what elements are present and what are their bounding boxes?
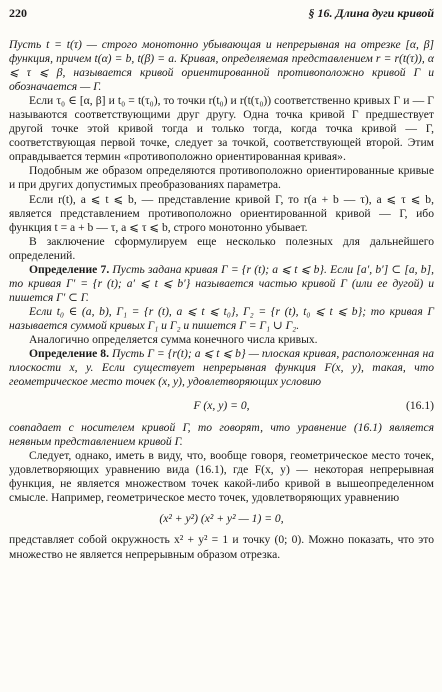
definition-8-text: Пусть Γ = {r(t); a ⩽ t ⩽ b} — плоская кривая, расположенная на плоскости x, y. Если существует непрерывная функция F(x, y), такая, что геометрическое место точек (x, y), удовлетворяющих условию [9,347,435,389]
equation-16-1 [9,395,434,417]
page-body [9,38,434,562]
equation-16-1-number: (16.1) [405,399,434,413]
running-header [9,6,434,23]
paragraph-reverse-curve-definition: Пусть t = t(τ) — строго монотонно убывающая и непрерывная на отрезке [α, β] функция, причем t(α) = b, t(β) = a. Кривая, определяемая представлением r = r(t(τ)), α ⩽ τ ⩽ β, называется кривой ориентированной противоположно кривой Γ и обозначается — Γ. [9,38,434,94]
paragraph-implicit-representation: совпадает с носителем кривой Γ, то говорят, что уравнение (16.1) является неявным представлением кривой Γ. [9,421,434,449]
paragraph-conclusion-intro: В заключение сформулируем еще несколько полезных для дальнейшего определений. [9,234,434,262]
paragraph-circle-and-point: представляет собой окружность x² + y² = 1 и точку (0; 0). Можно показать, что это множество не является непрерывным образом отрезка. [9,533,434,561]
paragraph-finite-sum: Аналогично определяется сумма конечного числа кривых. [29,332,318,346]
section-title: § 16. Длина дуги кривой [308,6,434,20]
equation-16-1-formula: F (x, y) = 0, [193,399,250,413]
equation-circle-point: (x² + y²) (x² + y² — 1) = 0, [159,512,284,526]
paragraph-other-transformations: Подобным же образом определяются противоположно ориентированные кривые и при других допустимых преобразованиях параметра. [9,164,434,192]
definition-7 [9,263,434,305]
paragraph-sum-of-curves: Если t₀ ∈ (a, b), Γ₁ = {r (t), a ⩽ t ⩽ t₀}, Γ₂ = {r (t), t₀ ⩽ t ⩽ b}; то кривая Γ называется суммой кривых Γ₁ и Γ₂ и пишется Γ = Γ₁ ∪ Γ₂. [9,304,434,332]
definition-8-heading: Определение 8. [29,347,110,361]
paragraph-reverse-representation: Если r(t), a ⩽ t ⩽ b, — представление кривой Γ, то r(a + b — τ), a ⩽ τ ⩽ b, является представлением противоположно ориентированной кривой — Γ, ибо функция t = a + b — τ, a ⩽ τ ⩽ b, строго монотонно убывает. [9,192,434,234]
definition-7-heading: Определение 7. [29,262,110,276]
paragraph-corresponding-points: Если τ₀ ∈ [α, β] и t₀ = t(τ₀), то точки r(t₀) и r(t(τ₀)) соответственно кривых Γ и — Γ называются соответствующими друг другу. Одна точка кривой Γ предшествует другой точке этой кривой тогда и только тогда, когда точка кривой — Γ, соответствующая первой точке, следует за точкой, соответствующей второй. Этим оправдывается термин «противоположно ориентированная кривая». [9,94,434,164]
definition-8 [9,347,434,389]
page-number: 220 [9,6,27,20]
definition-7-text: Пусть задана кривая Γ = {r (t); a ⩽ t ⩽ b}. Если [a′, b′] ⊂ [a, b], то кривая Γ′ = {r (t); a′ ⩽ t ⩽ b′} называется частью кривой Γ (или ее дугой) и пишется Γ′ ⊂ Γ. [9,262,434,304]
paragraph-caveat: Следует, однако, иметь в виду, что, вообще говоря, геометрическое место точек, удовлетворяющих уравнению вида (16.1), где F(x, y) — некоторая непрерывная функция, не является множеством точек какой-либо кривой в вышеопределенном смысле. Например, геометрическое место точек, удовлетворяющих уравнению [9,449,434,505]
